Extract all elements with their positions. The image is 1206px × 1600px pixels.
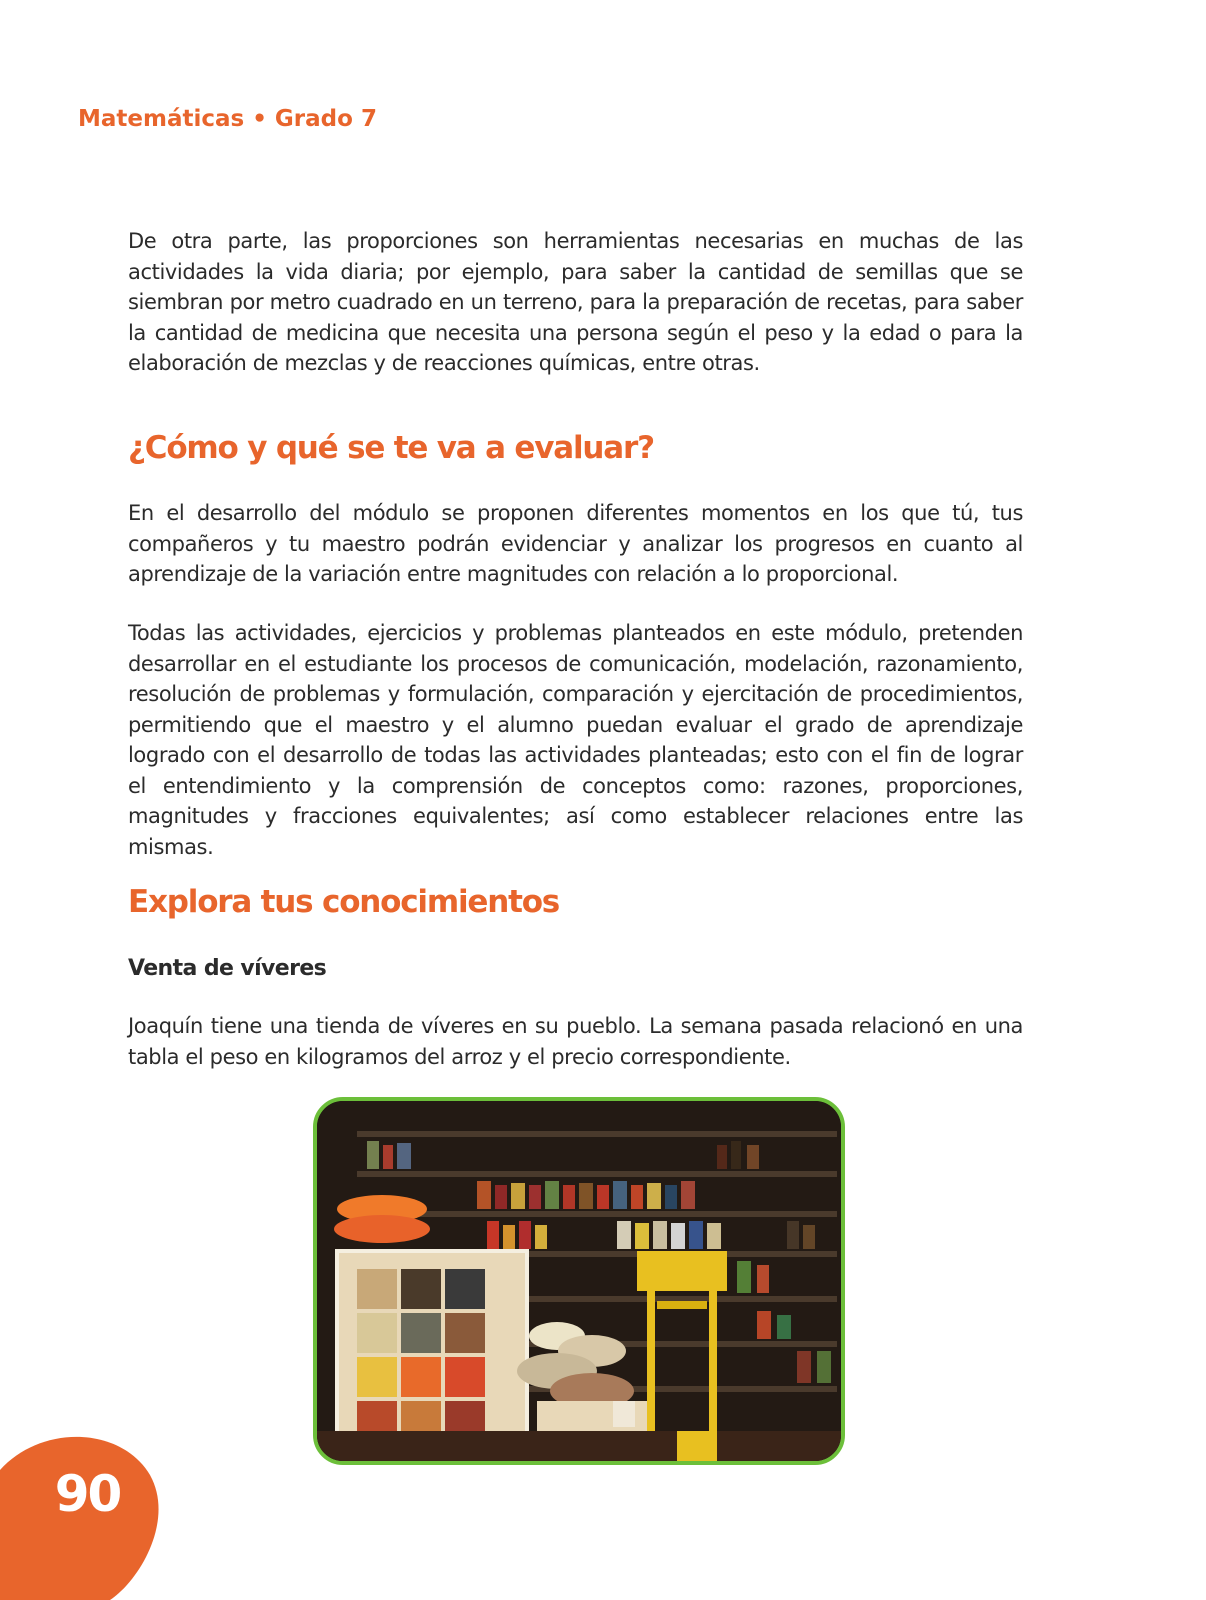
explore-heading: Explora tus conocimientos <box>128 884 560 920</box>
grocery-store-photo <box>313 1097 845 1465</box>
page-number: 90 <box>54 1465 121 1523</box>
evaluation-heading: ¿Cómo y qué se te va a evaluar? <box>128 430 654 466</box>
running-head: Matemáticas • Grado 7 <box>78 106 377 132</box>
intro-paragraph: De otra parte, las proporciones son herramientas necesarias en muchas de las actividades la vida diaria; por ejemplo, para saber la cantidad de semillas que se siembran por metro cuadrado en un terreno, para la preparación de recetas, para saber la cantidad de medicina que necesita una persona según el peso y la edad o para la elaboración de mezclas y de reacciones químicas, entre otras. <box>128 229 1023 375</box>
evaluation-paragraph-2: Todas las actividades, ejercicios y problemas planteados en este módulo, pretenden desarrollar en el estudiante los procesos de comunicación, modelación, razonamiento, resolución de problemas y formulación, comparación y ejercitación de procedimientos, permitiendo que el maestro y el alumno puedan evaluar el grado de aprendizaje logrado con el desarrollo de todas las actividades planteadas; esto con el fin de lograr el entendimiento y la comprensión de conceptos como: razones, proporciones, magnitudes y fracciones equivalentes; así como establecer relaciones entre las mismas. <box>128 621 1023 859</box>
evaluation-paragraph-1: En el desarrollo del módulo se proponen diferentes momentos en los que tú, tus compañeros y tu maestro podrán evidenciar y analizar los progresos en cuanto al aprendizaje de la variación entre magnitudes con relación a lo proporcional. <box>128 501 1023 586</box>
explore-subheading: Venta de víveres <box>128 956 327 981</box>
explore-paragraph: Joaquín tiene una tienda de víveres en su pueblo. La semana pasada relacionó en una tabla el peso en kilogramos del arroz y el precio correspondiente. <box>128 1014 1023 1069</box>
grocery-store-illustration <box>317 1101 841 1461</box>
